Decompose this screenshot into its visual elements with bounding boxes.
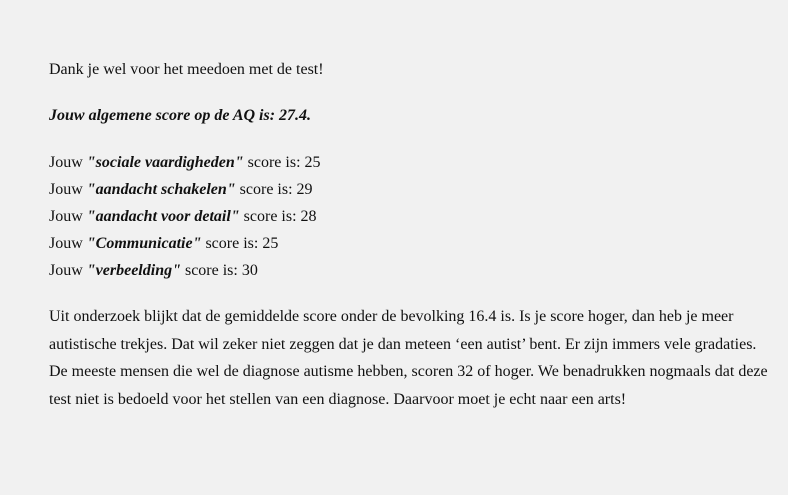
- score-suffix: score is:: [201, 235, 263, 252]
- score-category: "aandacht schakelen": [86, 181, 236, 198]
- explanation-paragraph: Uit onderzoek blijkt dat de gemiddelde score onder de bevolking 16.4 is. Is je score hoger, dan heb je meer autistische trekjes. Dat wil zeker niet zeggen dat je dan meteen ‘een autist’ bent. Er zijn immers vele gradaties. De meeste mensen die wel de diagnose autisme hebben, scoren 32 of hoger. We benadrukken nogmaals dat deze test niet is bedoeld voor het stellen van een diagnose. Daarvoor moet je echt naar een arts!: [49, 308, 768, 408]
- thank-you-message: Dank je wel voor het meedoen met de test!: [49, 61, 324, 78]
- score-suffix: score is:: [235, 181, 297, 198]
- results-content: [49, 56, 769, 413]
- score-category: "Communicatie": [86, 235, 202, 252]
- score-prefix: Jouw: [49, 235, 87, 252]
- score-value: 29: [296, 181, 313, 198]
- score-line-sociale-vaardigheden: [49, 149, 769, 176]
- score-line-verbeelding: [49, 257, 769, 284]
- score-value: 25: [304, 154, 321, 171]
- score-suffix: score is:: [239, 208, 301, 225]
- score-line-communicatie: [49, 230, 769, 257]
- subscale-scores: [49, 149, 769, 284]
- score-prefix: Jouw: [49, 181, 87, 198]
- score-prefix: Jouw: [49, 208, 87, 225]
- score-line-aandacht-schakelen: [49, 176, 769, 203]
- score-suffix: score is:: [243, 154, 305, 171]
- score-value: 25: [262, 235, 279, 252]
- score-prefix: Jouw: [49, 154, 87, 171]
- score-category: "aandacht voor detail": [86, 208, 240, 225]
- score-category: "verbeelding": [86, 262, 181, 279]
- score-value: 30: [241, 262, 258, 279]
- score-line-aandacht-voor-detail: [49, 203, 769, 230]
- score-category: "sociale vaardigheden": [86, 154, 244, 171]
- overall-score: Jouw algemene score op de AQ is: 27.4.: [49, 107, 312, 124]
- score-value: 28: [300, 208, 317, 225]
- score-prefix: Jouw: [49, 262, 87, 279]
- score-suffix: score is:: [180, 262, 242, 279]
